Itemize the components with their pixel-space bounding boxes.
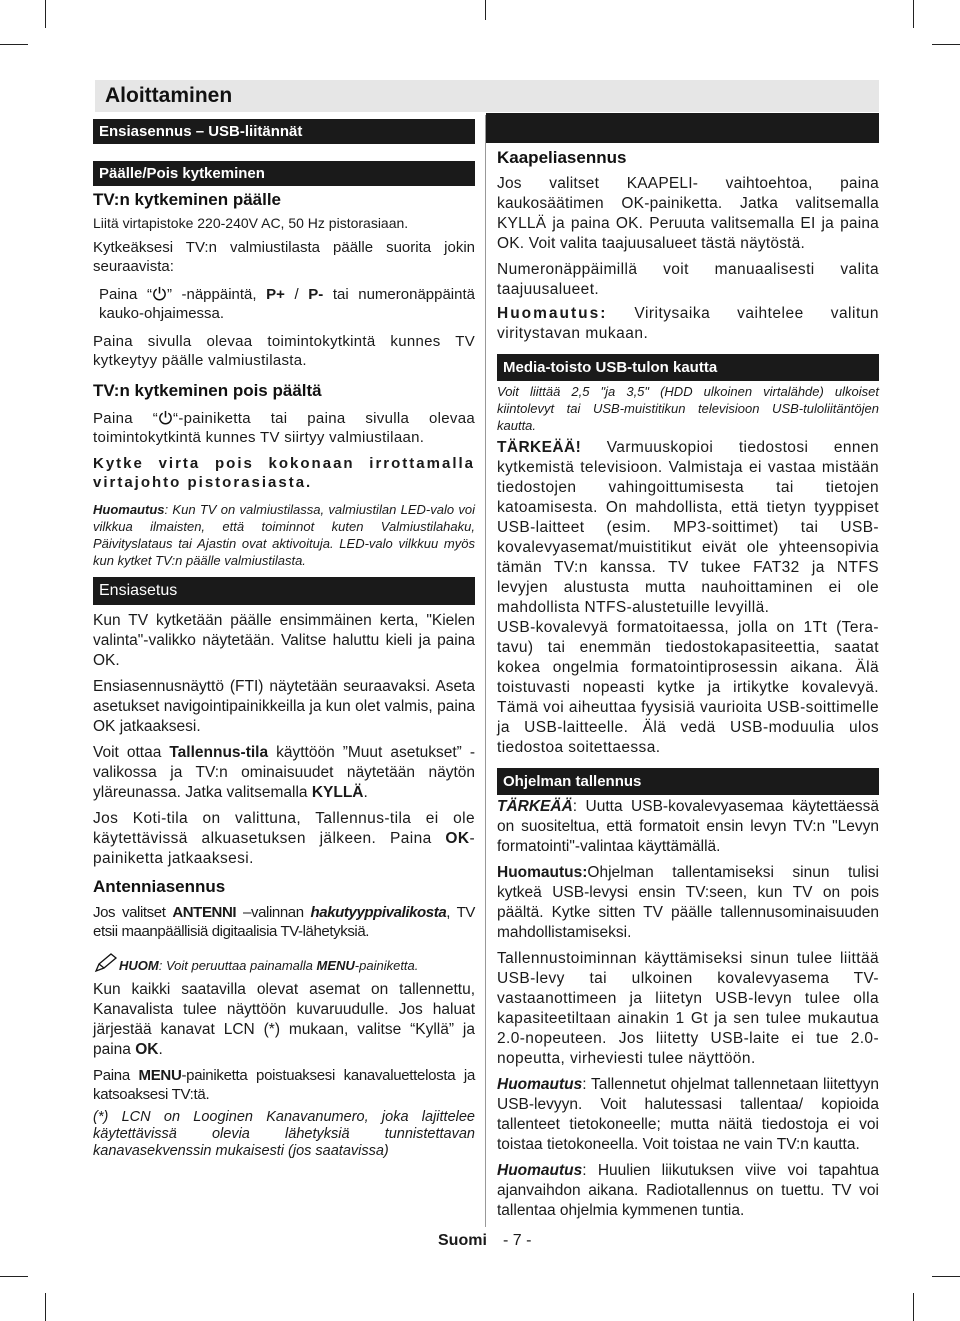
crop-mark (485, 0, 486, 20)
recording-requirements-paragraph: Tallennustoiminnan käyttämiseksi sinun tulee liittää USB-levy tai ulkoinen kovalevyasema TV-vastaanottimeen ja liitetyn USB-levyn tulee olla kapasiteetiltaan ainakin 1 Gt ja sen tulee mukautua 2.0-nopeuteen. Jos liitetty USB-laite ei tue 2.0-nopeutta, virheviesti tulee näyttöön. (497, 950, 879, 1067)
recording-lipsync-paragraph: Huomautus: Huulien liikutuksen viive voi tapahtua ajanvaihdon aikana. Radiotallennus on tuettu. TV voi tallentaa ohjelmia kymmenen tuntia. (497, 1162, 879, 1219)
recording-section-bar: Ohjelman tallennus (497, 768, 879, 795)
home-mode-paragraph: Jos Koti-tila on valittuna, Tallennus-tila ei ole käytettävissä alkuasetuksen jälkeen. Paina OK-painiketta jatkaaksesi. (93, 809, 475, 867)
crop-mark (45, 0, 46, 28)
right-column (497, 113, 879, 1221)
power-off-paragraph: Paina “ “-painiketta tai paina sivulla olevaa toimintokytkintä kunnes TV siirtyy valmiustilaan. (93, 409, 475, 446)
page-title: Aloittaminen (105, 84, 233, 107)
page-title-bar (95, 80, 879, 112)
power-off-heading: TV:n kytkeminen pois päältä (93, 380, 322, 400)
usb-connect-paragraph: Voit liittää 2,5 "ja 3,5" (HDD ulkoinen virtalähde) ulkoiset kiintolevyt tai USB-muistitikun televisioon USB-tuloliitäntöjen kautta. (497, 384, 879, 433)
right-top-bar (486, 113, 879, 143)
cable-heading: Kaapeliasennus (497, 148, 627, 167)
section-banner: Ensiasennus – USB-liitännät (93, 119, 475, 144)
side-switch-paragraph: Paina sivulla olevaa toimintokytkintä kunnes TV kytkeytyy päälle valmiustilasta. (93, 332, 475, 369)
footer-language: Suomi (438, 1232, 487, 1249)
crop-mark (913, 0, 914, 28)
tune-note-paragraph: Huomautus: Viritysaika vaihtelee valitun viritystavan mukaan. (497, 305, 879, 342)
crop-mark (0, 44, 28, 45)
save-paragraph: Kun kaikki saatavilla olevat asemat on tallennettu, Kanavalista tulee näyttöön kuvaruudulle. Jos haluat järjestää kanavat LCN (*) mukaan, valitse “Kyllä” ja paina OK. (93, 980, 475, 1058)
press-paragraph: Paina “ ” -näppäintä, P+ / P- tai numeronäppäintä kauko-ohjaimessa. (99, 285, 475, 322)
media-section-bar: Media-toisto USB-tulon kautta (497, 354, 879, 381)
column-divider (485, 115, 486, 1227)
important-paragraph: TÄRKEÄÄ! Varmuuskopioi tiedostosi ennen kytkemistä televisioon. Valmistaja ei vastaa mistään tiedostojen vahingoittumisesta tai tietojen katoamisesta. On mahdollista, että tietyn tyyppiset USB-laitteet (esim. MP3-soittimet) tai USB-kovalevyasemat/muistitikut eivät ole yhteensopivia tämän TV:n kanssa. TV tukee FAT32 ja NTFS levyjen alustusta mutta nauhoittaminen ei ole mahdollista NTFS-alustetuille levyillä. (497, 439, 879, 616)
crop-mark (932, 44, 960, 45)
antenna-heading: Antenniasennus (93, 876, 226, 896)
power-icon (158, 410, 173, 425)
standby-paragraph: Kytkeäksesi TV:n valmiustilasta päälle suorita jokin seuraavista: (93, 238, 475, 275)
antenna-paragraph: Jos valitset ANTENNI –valinnan hakutyyppivalikosta, TV etsii maanpäällisiä digitaalisia TV-lähetyksiä. (93, 903, 476, 940)
recording-note-paragraph: Huomautus:Ohjelman tallentamiseksi sinun tulisi kytkeä USB-levysi ensin TV:seen, kun TV on pois päältä. Kytke sitten TV päälle tallennusominaisuuden mahdollistamiseksi. (497, 864, 879, 941)
connect-paragraph: Liitä virtapistoke 220-240V AC, 50 Hz pistorasiaan. (93, 215, 409, 231)
cable-paragraph: Jos valitset KAAPELI- vaihtoehtoa, paina kaukosäätimen OK-painiketta. Jatka valitsemalla KYLLÄ ja paina OK. Peruuta valitsemalla EI ja paina OK. Voit valita taajuusalueet tästä näytöstä. (497, 175, 879, 252)
lcn-footnote: (*) LCN on Looginen Kanavanumero, joka lajittelee käytettävissä olevia lähetyksiä tunnistettavan kanavasekvenssin mukaisesti (jos saatavissa) (93, 1108, 475, 1159)
store-mode-paragraph: Voit ottaa Tallennus-tila käyttöön ”Muut asetukset” -valikossa ja TV:n ominaisuudet näytetään näytön yläreunassa. Jatka valitsemalla KYLLÄ. (93, 743, 475, 801)
full-off-paragraph: Kytke virta pois kokonaan irrottamalla virtajohto pistorasiasta. (93, 454, 475, 491)
fti-paragraph: Ensiasennusnäyttö (FTI) näytetään seuraavaksi. Aseta asetukset navigointipainikkeilla ja kun olet valmis, paina OK jatkaaksesi. (93, 677, 475, 735)
pencil-note-icon (93, 952, 119, 974)
crop-mark (45, 1293, 46, 1321)
recording-storage-paragraph: Huomautus: Tallennetut ohjelmat tallennetaan liitettyyn USB-levyyn. Voit halutessasi tallentaa/ kopioida tallenteet tietokoneelle; mutta näitä tiedostoja ei voi toistaa tietokoneella. Voit toistaa ne vain TV:n kautta. (497, 1076, 879, 1153)
crop-mark (913, 1293, 914, 1321)
huom-note: HUOM: Voit peruuttaa painamalla MENU-painiketta. (93, 952, 475, 974)
setup-section-bar: Ensiasetus (93, 577, 475, 605)
crop-mark (932, 1276, 960, 1277)
format-paragraph: USB-kovalevyä formatoitaessa, jolla on 1Tt (Tera-tavu) tai enemmän tiedostokapasiteettia, saatat kokea ongelmia formatointiprosessin aikana. Älä toistuvasti nopeasti kytke ja irtikytke kovalevyä. Tämä voi aiheuttaa fyysisiä vaurioita USB-soittimelle ja USB-laitteelle. Älä vedä USB-moduulia ulos tiedostoa soitettaessa. (497, 619, 879, 756)
crop-mark (0, 1276, 28, 1277)
language-paragraph: Kun TV kytketään päälle ensimmäinen kerta, "Kielen valinta"-valikko näytetään. Valitse haluttu kieli ja paina OK. (93, 611, 475, 669)
numeric-paragraph: Numeronäppäimillä voit manuaalisesti valita taajuusalueet. (497, 261, 879, 298)
recording-important-paragraph: TÄRKEÄÄ: Uutta USB-kovalevyasemaa käytettäessä on suositeltua, että formatoit ensin levyn TV:n "Levyn formatointi"-valintaa käyttämällä. (497, 798, 879, 855)
footer-page-number: - 7 - (503, 1232, 532, 1249)
power-icon (152, 286, 167, 301)
standby-note: Huomautus: Kun TV on valmiustilassa, valmiustilan LED-valo voi vilkkua ilmaisten, että toiminnot kuten Valmiustilahaku, Päivityslataus tai Ajastin ovat aktivoituja. LED-valo vilkkuu myös kun kytket TV:n päälle valmiustilasta. (93, 501, 475, 568)
power-section-bar: Päälle/Pois kytkeminen (93, 161, 475, 186)
power-on-heading: TV:n kytkeminen päälle (93, 190, 282, 209)
menu-paragraph: Paina MENU-painiketta poistuaksesi kanavaluettelosta ja katsoaksesi TV:tä. (93, 1066, 475, 1103)
left-column (93, 113, 475, 1160)
